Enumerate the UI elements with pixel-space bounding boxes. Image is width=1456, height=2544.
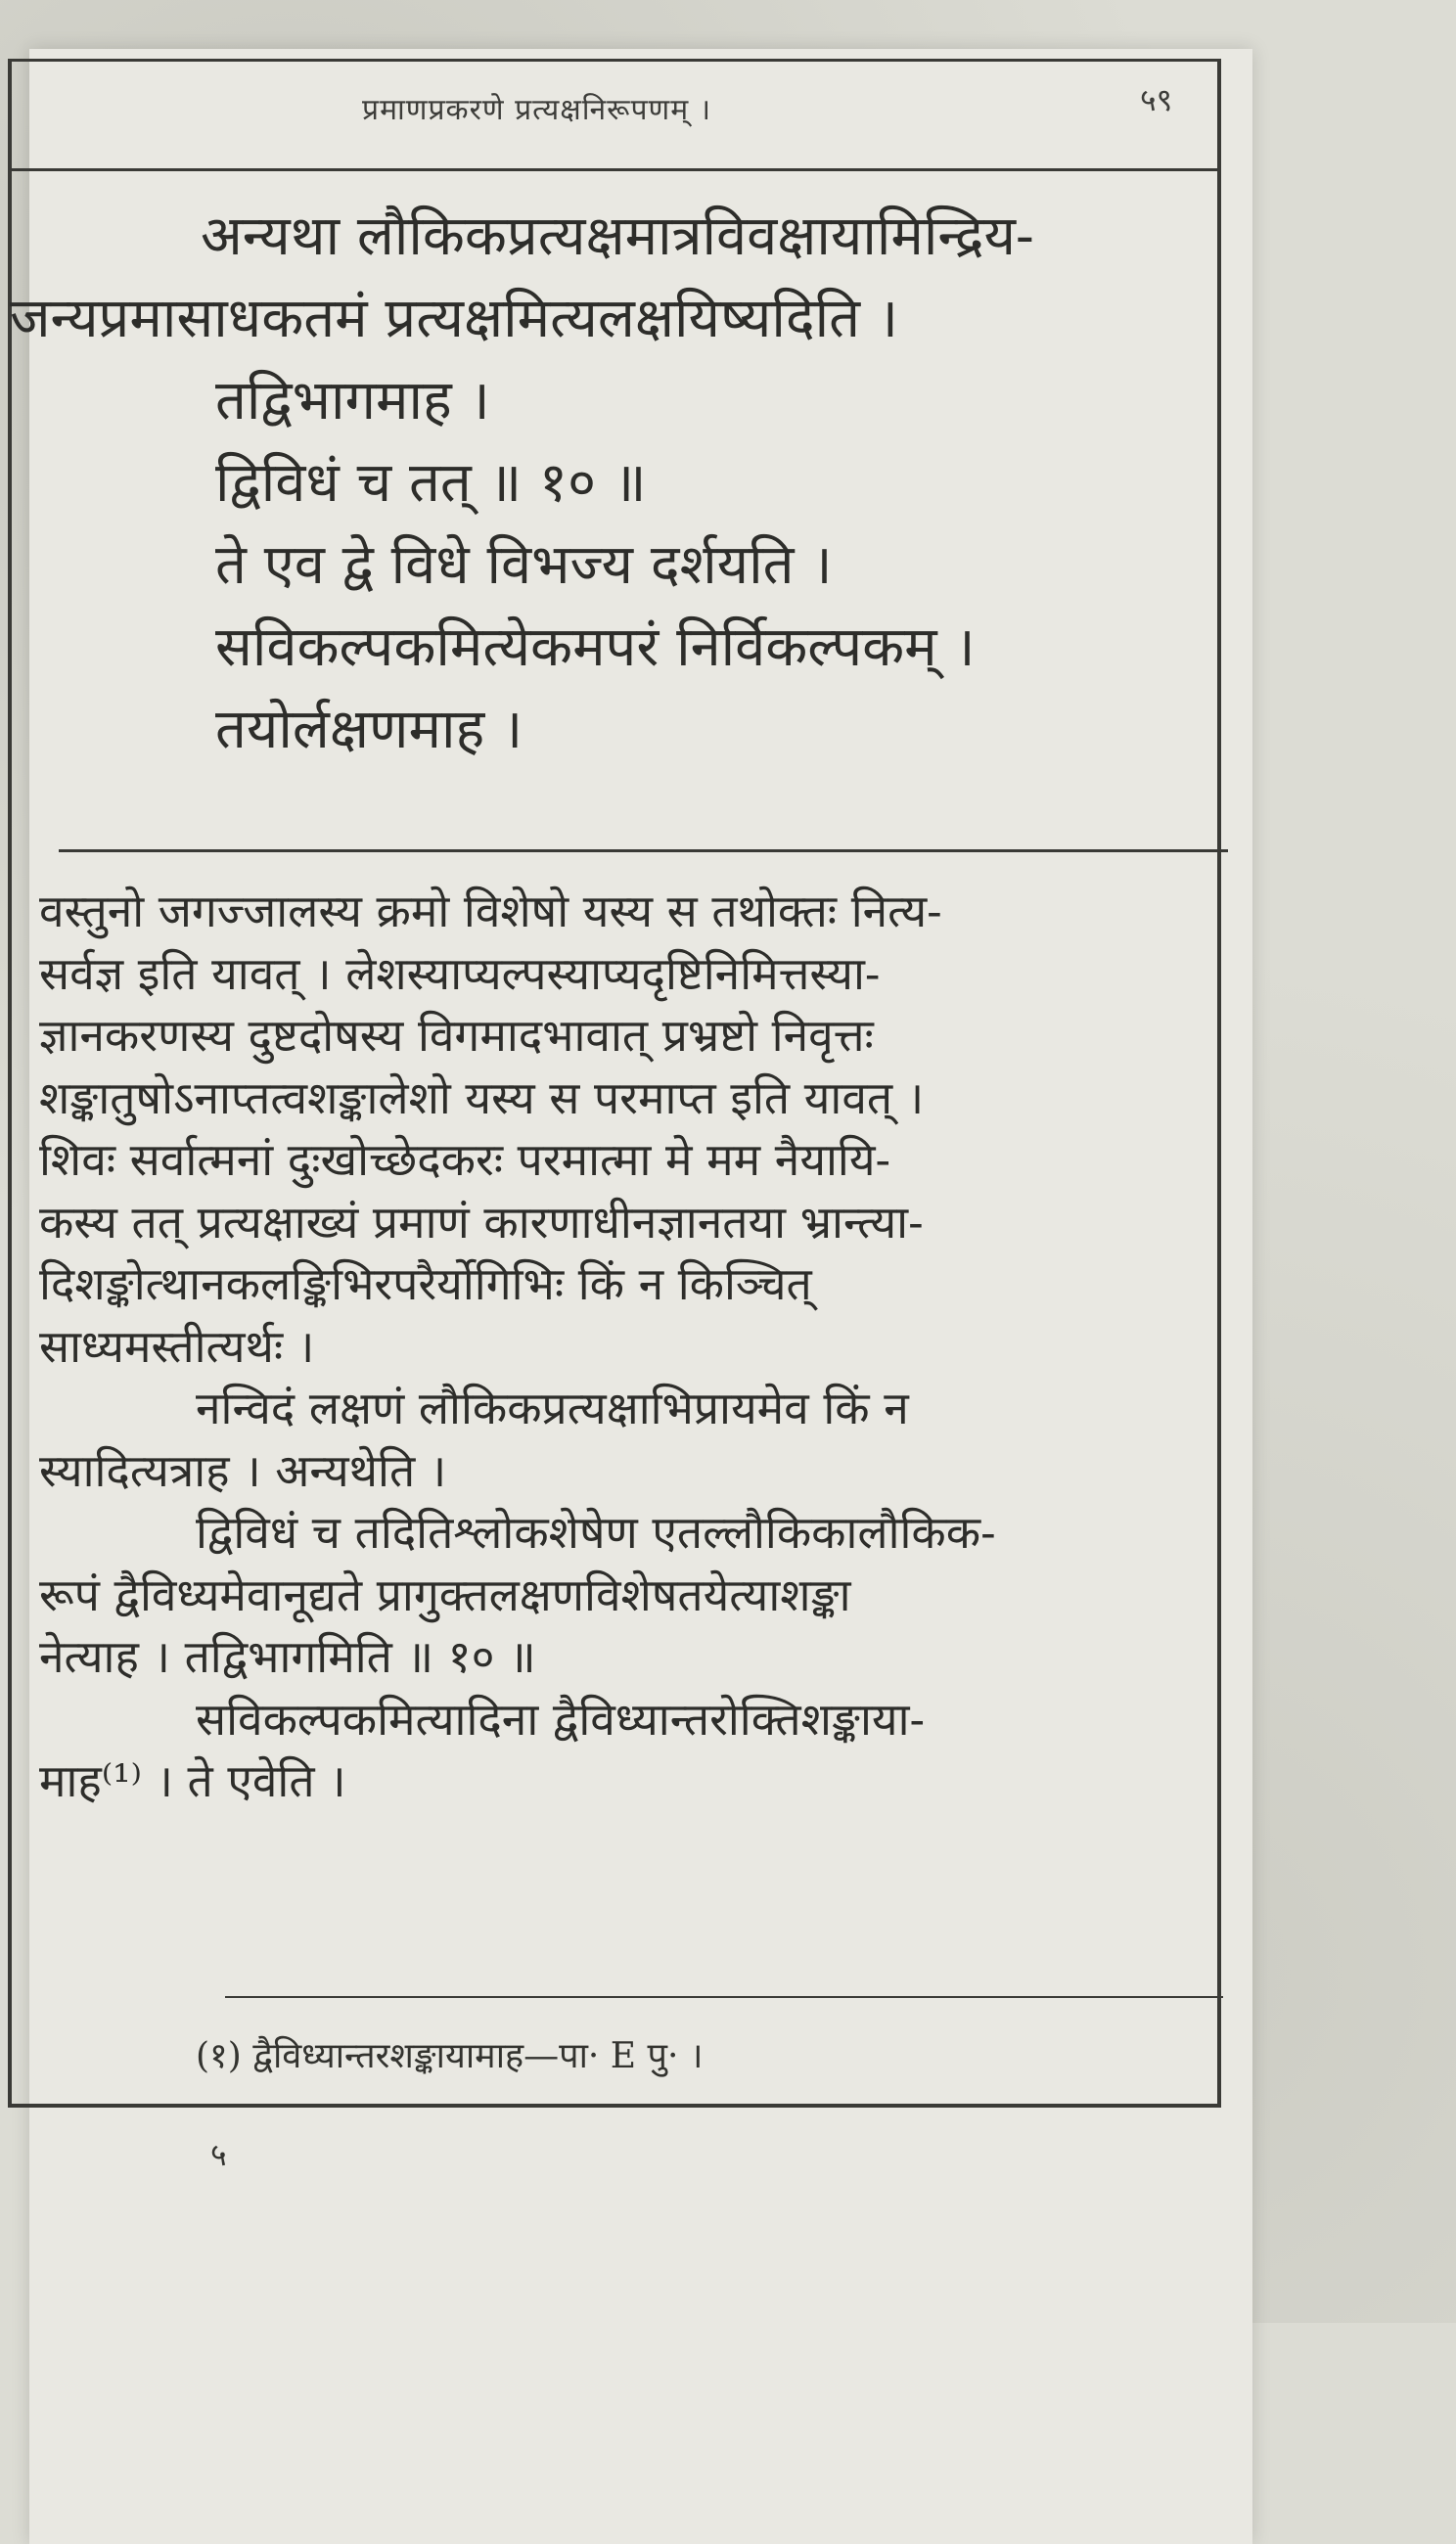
commentary-line: सविकल्पकमित्यादिना द्वैविध्यान्तरोक्तिशङ्काया- [196,1692,926,1746]
commentary-line: माह⁽¹⁾ । ते एवेति । [39,1754,346,1807]
commentary-line: शङ्कातुषोऽनाप्तत्वशङ्कालेशो यस्य स परमाप्त इति यावत् । [39,1070,925,1124]
mula-line: ते एव द्वे विधे विभज्य दर्शयति । [215,533,833,597]
commentary-line: सर्वज्ञ इति यावत् । लेशस्याप्यल्पस्याप्यदृष्टिनिमित्तस्या- [39,946,881,1000]
commentary-line: शिवः सर्वात्मनां दुःखोच्छेदकरः परमात्मा मे मम नैयायि- [39,1133,891,1186]
commentary-line: दिशङ्कोत्थानकलङ्किभिरपरैर्योगिभिः किं न किञ्चित् [39,1257,812,1310]
mula-line: तयोर्लक्षणमाह । [215,698,523,761]
commentary-line: स्यादित्यत्राह । अन्यथेति । [39,1443,447,1497]
running-head: प्रमाणप्रकरणे प्रत्यक्षनिरूपणम् । [362,93,712,127]
page-number: ५९ [1140,81,1173,118]
commentary-line: ज्ञानकरणस्य दुष्टदोषस्य विगमादभावात् प्रभ्रष्टो निवृत्तः [39,1009,874,1062]
commentary-line: नेत्याह । तद्विभागमिति ॥ १० ॥ [39,1630,536,1683]
mula-line: अन्यथा लौकिकप्रत्यक्षमात्रविवक्षायामिन्द्रिय- [201,204,1034,268]
mula-line: तद्विभागमाह । [215,369,490,432]
mula-line: सविकल्पकमित्येकमपरं निर्विकल्पकम् । [215,615,976,679]
mula-text [10,196,1223,771]
commentary-text [39,881,1272,1813]
mula-line: द्विविधं च तत् ॥ १० ॥ [215,451,647,515]
footnote: (१) द्वैविध्यान्तरशङ्कायामाह—पा· E पु· । [196,2036,704,2076]
commentary-line: साध्यमस्तीत्यर्थः । [39,1319,315,1373]
footnote-divider [225,1996,1223,1998]
commentary-line: कस्य तत् प्रत्यक्षाख्यं प्रमाणं कारणाधीनज्ञानतया भ्रान्त्या- [39,1195,924,1249]
commentary-line: वस्तुनो जगज्जालस्य क्रमो विशेषो यस्य स तथोक्तः नित्य- [39,885,942,937]
commentary-line: रूपं द्वैविध्यमेवानूद्यते प्रागुक्तलक्षणविशेषतयेत्याशङ्का [39,1567,851,1621]
commentary-line: द्विविधं च तदितिश्लोकशेषेण एतल्लौकिकालौकिक- [196,1506,996,1559]
signature-mark: ५ [210,2136,227,2173]
mula-line: जन्यप्रमासाधकतमं प्रत्यक्षमित्यलक्षयिष्यदिति । [10,287,899,350]
commentary-line: नन्विदं लक्षणं लौकिकप्रत्यक्षाभिप्रायमेव किं न [196,1382,909,1434]
section-divider [59,849,1228,852]
